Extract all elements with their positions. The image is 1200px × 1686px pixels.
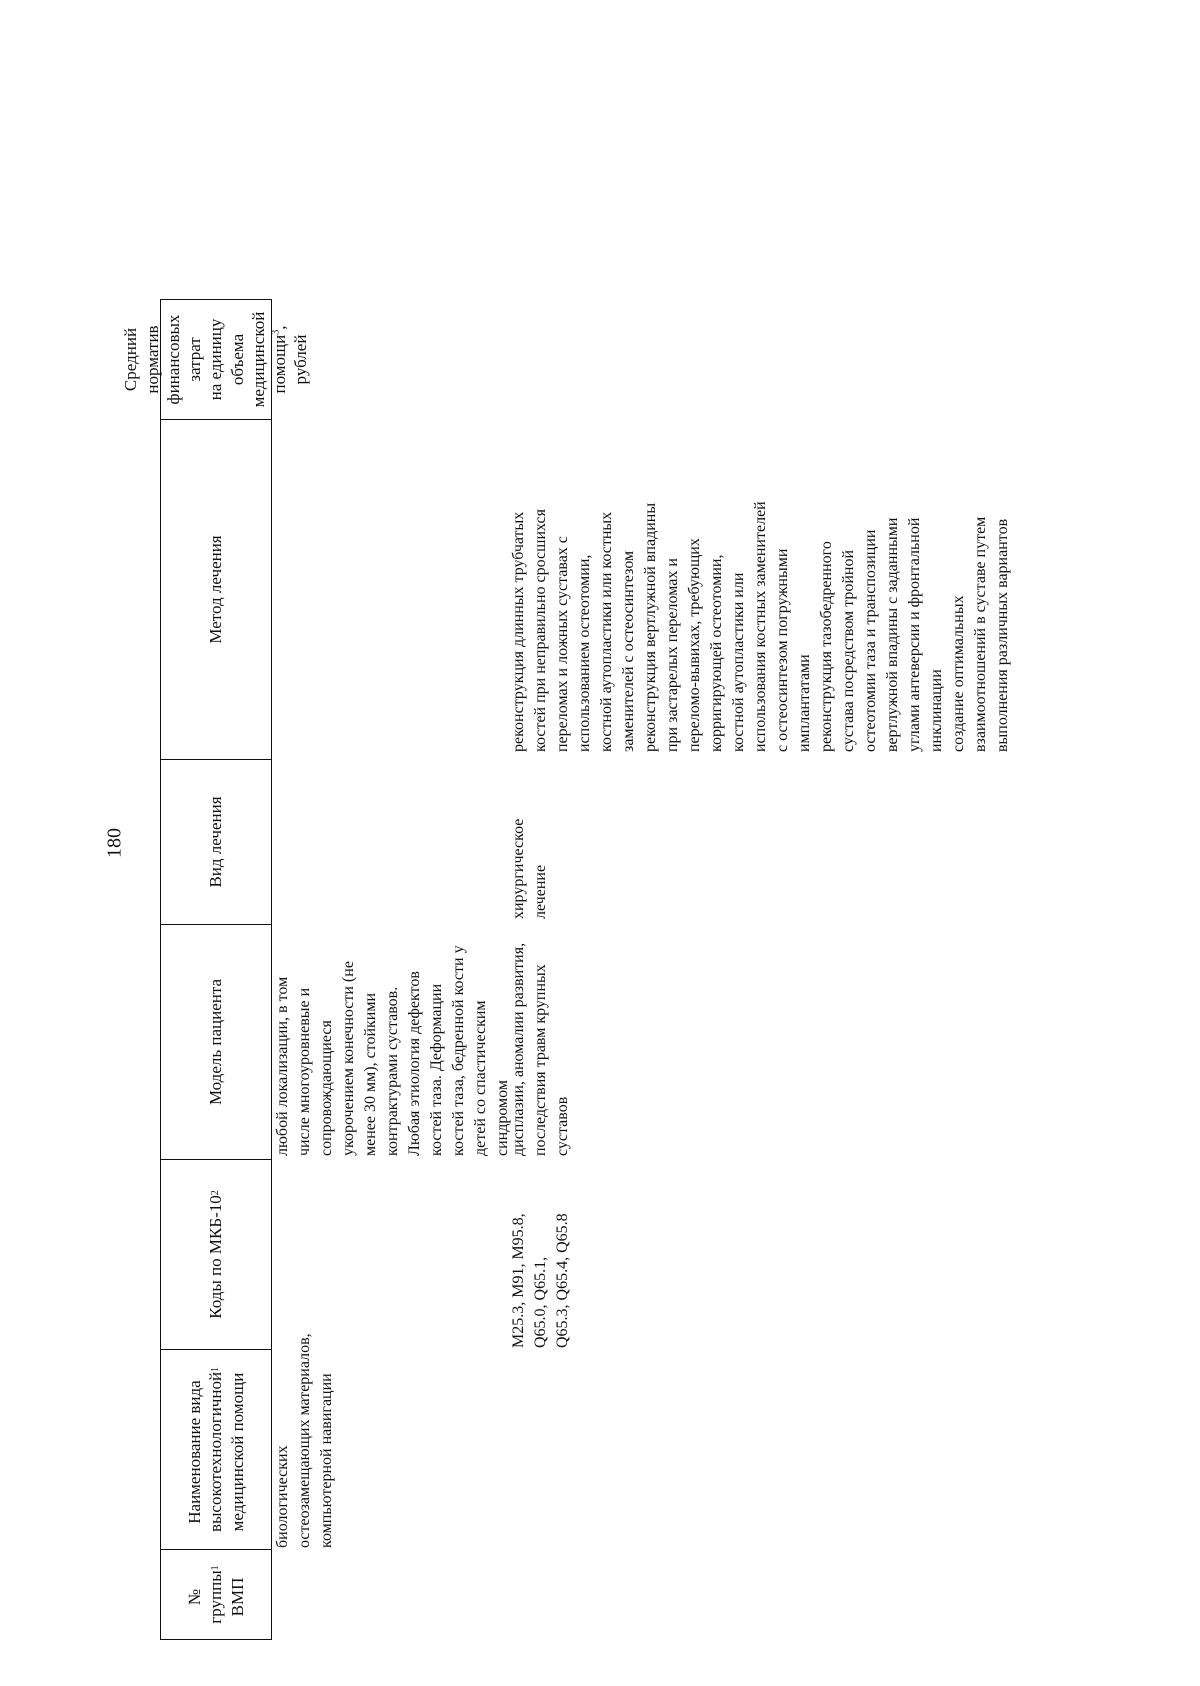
header-vmp-name: Наименование вида высокотехнологичной медицинской помощи 1 (161, 1349, 271, 1549)
page-number: 180 (103, 828, 126, 858)
header-treatment-type: Вид лечения (161, 759, 271, 924)
row2-icd-codes: M25.3, M91, M95.8, Q65.0, Q65.1, Q65.3, Q65.4, Q65.8 (510, 1213, 571, 1348)
header-group-number: № группы ВМП 1 (161, 1549, 271, 1639)
header-patient-model: Модель пациента (161, 924, 271, 1159)
rotated-table (121, 40, 1200, 1640)
row1-patient-model: любой локализации, в том числе многоуровневые и сопровождающиеся укорочением конечности (не менее 30 мм), стойкими контрактурами суставов. Любая этиология дефектов костей таза. Деформации костей таза, бедренной кости у детей со спастическим синдромом (274, 945, 511, 1156)
row2-treatment-type: хирургическое лечение (510, 818, 549, 919)
row2-treatment-method: реконструкция длинных трубчатых костей при неправильно сросшихся переломах и ложных суставах с использованием остеотомии, костной аутопластики или костных заменителей с остеосинтезом реконструкция вертлужной впадины при застарелых переломах и переломо-вывихах, требующих корригирующей остеотомии, костной аутопластики или использования костных заменителей с остеосинтезом погружными имплантатами реконструкция тазобедренного сустава посредством тройной остеотомии таза и транспозиции вертлужной впадины с заданными углами антеверсии и фронтальной инклинации создание оптимальных взаимоотношений в суставе путем выполнения различных вариантов (510, 501, 1011, 752)
header-avg-cost: Средний норматив финансовых затрат на единицу объема медицинской помощи$^3$, рублей (161, 299, 271, 419)
row2-patient-model: дисплазии, аномалии развития, последствия травм крупных суставов (510, 942, 571, 1156)
header-icd-codes: Коды по МКБ-10 2 (161, 1159, 271, 1349)
header-treatment-method: Метод лечения (161, 419, 271, 759)
row1-vmp-name: биологических остеозамещающих материалов, компьютерной навигации (274, 1333, 335, 1548)
